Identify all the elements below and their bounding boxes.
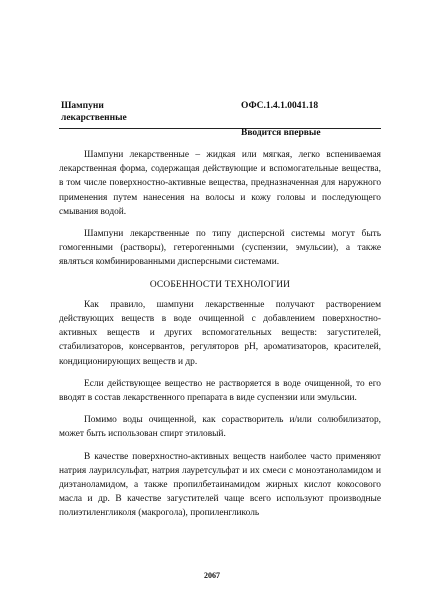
- paragraph-surfactants: В качестве поверхностно-активных веществ наиболее часто применяют натрия лаурилсульфат, натрия лауретсульфат и их смеси с моноэтаноламидом и диэтаноламидом, а также пропилбетаинамидом жирных кислот кокосового масла и др. В качестве загустителей чаще всего используют производные полиэтиленгликоля (макрогола), пропиленгликоль: [59, 451, 381, 519]
- document-body: [59, 148, 381, 529]
- paragraph-technology: Как правило, шампуни лекарственные получают растворением действующих веществ в воде очищенной с добавлением поверхностно-активных веществ и других вспомогательных веществ: загустителей, стабилизаторов, консервантов, регуляторов pH, ароматизаторов, красителей, кондиционирующих веществ и др.: [59, 299, 381, 367]
- header-divider: [59, 128, 381, 129]
- monograph-title: [61, 100, 127, 124]
- introduction-note: Вводится впервые: [241, 128, 321, 138]
- page-number: 2067: [204, 571, 220, 580]
- monograph-title-line1: Шампуни: [61, 101, 104, 111]
- paragraph-insoluble: Если действующее вещество не растворяется в воде очищенной, то его вводят в состав лекарственного препарата в виде суспензии или эмульсии.: [59, 378, 381, 404]
- paragraph-cosolvent: Помимо воды очищенной, как сорастворитель и/или солюбилизатор, может быть использован спирт этиловый.: [59, 415, 381, 440]
- section-title: ОСОБЕННОСТИ ТЕХНОЛОГИИ: [149, 279, 291, 290]
- paragraph-definition: Шампуни лекарственные – жидкая или мягкая, легко вспениваемая лекарственная форма, содержащая действующие и вспомогательные вещества, в том числе поверхностно-активные вещества, предназначенная для наружного применения путем нанесения на волосы и кожу головы и последующего смывания водой.: [59, 150, 381, 217]
- monograph-code: ОФС.1.4.1.0041.18: [241, 101, 319, 111]
- monograph-title-line2: лекарственные: [61, 113, 127, 123]
- paragraph-dispersion-types: Шампуни лекарственные по типу дисперсной системы могут быть гомогенными (растворы), гетерогенными (суспензии, эмульсии), а также являться комбинированными дисперсными системами.: [59, 229, 381, 268]
